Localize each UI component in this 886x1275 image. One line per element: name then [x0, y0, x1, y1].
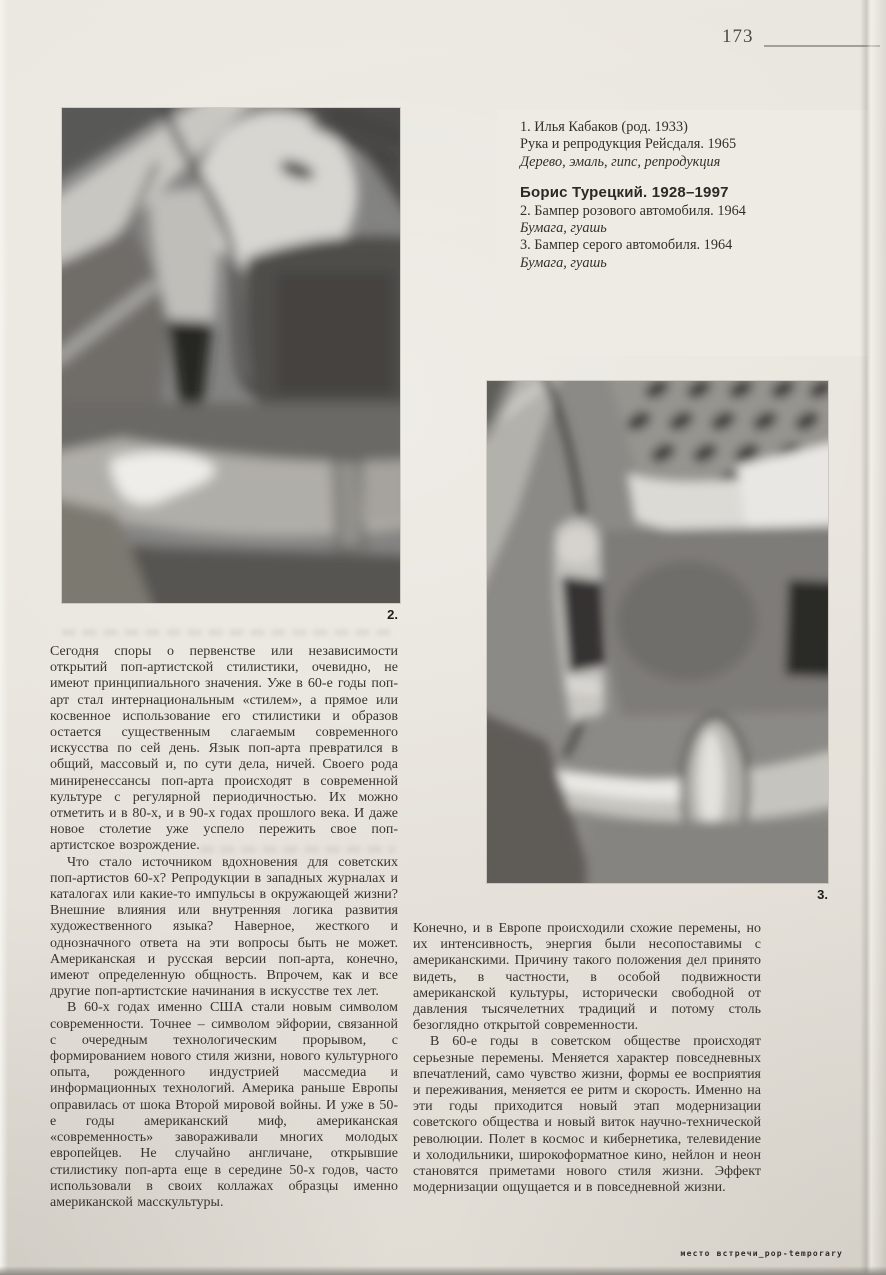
caption-block	[520, 119, 850, 272]
paragraph: В 60-е годы в советском обществе происходят серьезные перемены. Меняется характер повседневных впечатлений, само чувство жизни, формы ее восприятия и переживания, меняется ее ритм и скорость. Именно на эти годы приходится новый этап модернизации советского общества и новый виток научно-технической революции. Полет в космос и кибернетика, телевидение и холодильники, широкоформатное кино, нейлон и неон становятся приметами нового стиля жизни. Эффект модернизации ощущается и в повседневной жизни.	[413, 1034, 761, 1196]
caption-work3-title: 3. Бампер серого автомобиля. 1964	[520, 237, 733, 254]
page-number: 173	[722, 26, 754, 47]
page-number-rule	[764, 45, 880, 47]
article-left-column	[50, 644, 398, 1211]
showthrough-mark	[62, 629, 392, 636]
caption-kabakov-artist: 1. Илья Кабаков (род. 1933)	[520, 119, 688, 135]
caption-work2-title: 2. Бампер розового автомобиля. 1964	[520, 202, 746, 219]
caption-kabakov-medium: Дерево, эмаль, гипс, репродукция	[520, 153, 721, 170]
caption-work2-medium: Бумага, гуашь	[520, 220, 607, 237]
paragraph: Сегодня споры о первенстве или независимости открытий поп-артистской стилистики, очевидно, не имеют принципиального значения. Уже в 60-е годы поп-арт стал интернациональным «стилем», а прямое или косвенное использование его стилистики и образов остается существенным слагаемым современного искусства по сей день. Язык поп-арта превратился в общий, массовый и, по сути дела, ничей. Своего рода миниренессансы поп-арта происходят в современной культуре с регулярной периодичностью. Их можно отметить и в 80-х, и в 90-х годах прошлого века. И даже новое столетие уже успело пережить свое поп-артистское возрождение.	[50, 644, 398, 854]
figure-2-label: 2.	[387, 607, 398, 622]
scan-edge	[0, 1266, 886, 1275]
paragraph: Что стало источником вдохновения для советских поп-артистов 60-х? Репродукции в западных журналах и каталогах или какие-то импульсы в окружающей жизни? Внешние влияния или внутренняя логика развития художественного языка? Наверное, жесткого и однозначного ответа на эти вопросы быть не может. Американская и русская версии поп-арта, конечно, имеют определенную общность. Впрочем, как и все другие поп-артистские начинания в искусстве тех лет.	[50, 854, 398, 1000]
paragraph: В 60-х годах именно США стали новым символом современности. Точнее – символом эйфории, связанной с очередным технологическим прорывом, с формированием нового стиля жизни, нового культурного опыта, рожденного индустрией массмедиа и информационных технологий. Америка раньше Европы оправилась от шока Второй мировой войны. И уже в 50-е годы американский миф, американская «современность» завораживали многих молодых европейцев. Не случайно англичане, открывшие стилистику поп-арта еще в середине 50-х годов, часто использовали в своих коллажах образцы именно американской масскультуры.	[50, 1000, 398, 1210]
running-footer: место встречи_pop-temporary	[680, 1249, 843, 1258]
caption-panel	[497, 110, 868, 356]
figure-3-artwork	[487, 381, 828, 883]
article-right-column	[413, 921, 761, 1196]
caption-turetsky-header: Борис Турецкий. 1928–1997	[520, 184, 729, 202]
caption-work3-medium: Бумага, гуашь	[520, 254, 607, 271]
figure-2-artwork	[62, 108, 400, 603]
figure-3-image	[487, 381, 828, 883]
figure-3-label: 3.	[817, 887, 828, 902]
caption-kabakov-title: Рука и репродукция Рейсдаля. 1965	[520, 136, 737, 153]
paragraph: Конечно, и в Европе происходили схожие перемены, но их интенсивность, энергия были несопоставимы с американскими. Причину такого положения дел принято видеть, в частности, в особой подвижности американской культуры, исторически свободной от давления тысячелетних традиций и потому столь безоглядно открытой современности.	[413, 921, 761, 1034]
figure-2-image	[62, 108, 400, 603]
